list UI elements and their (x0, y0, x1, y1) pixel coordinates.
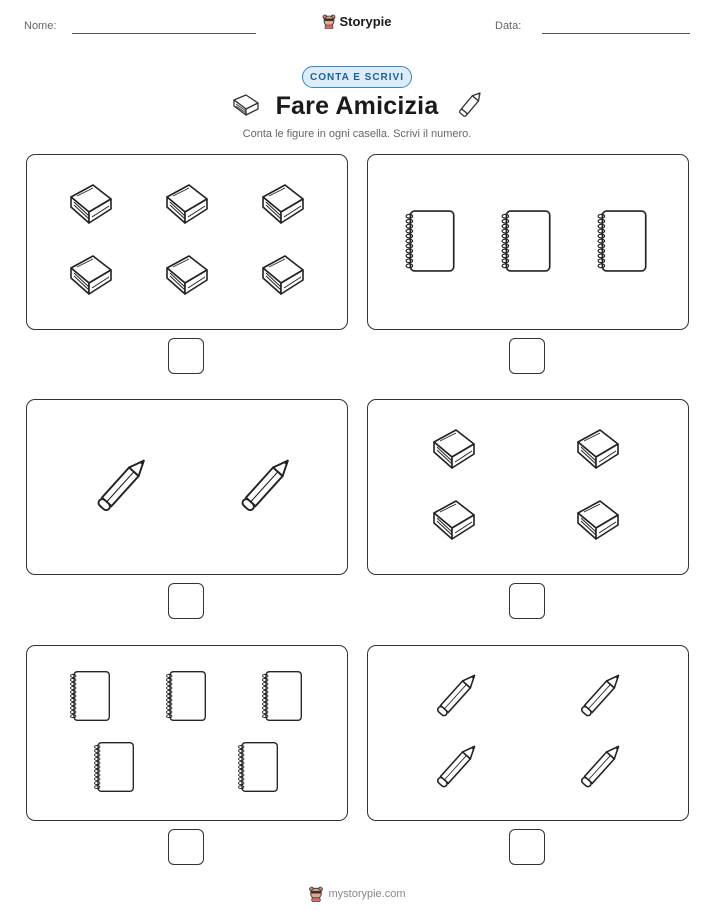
notebook-icon (163, 670, 209, 722)
book-icon (574, 497, 622, 545)
pencil-icon (455, 92, 483, 120)
pencil-icon (89, 454, 153, 518)
book-icon (67, 181, 115, 229)
activity-badge: CONTA E SCRIVI (302, 66, 412, 88)
notebook-icon (402, 209, 458, 273)
date-label: Data: (495, 20, 522, 32)
answer-box[interactable] (168, 338, 204, 374)
book-icon (67, 252, 115, 300)
logo (0, 13, 714, 33)
book-icon (574, 426, 622, 474)
date-line[interactable] (542, 33, 690, 34)
name-label: Nome: (24, 20, 57, 32)
counting-panel-books (367, 399, 689, 575)
answer-box[interactable] (509, 829, 545, 865)
counting-panel-pencils (367, 645, 689, 821)
answer-box[interactable] (168, 583, 204, 619)
counting-panel-books (26, 154, 348, 330)
answer-box[interactable] (509, 338, 545, 374)
counting-panel-notebooks (367, 154, 689, 330)
notebook-icon (594, 209, 650, 273)
book-icon (430, 497, 478, 545)
bear-mascot-icon (308, 885, 324, 902)
pencil-icon (430, 670, 482, 722)
notebook-icon (91, 741, 137, 793)
pencil-icon (574, 670, 626, 722)
notebook-icon (498, 209, 554, 273)
bear-mascot-icon (322, 13, 336, 29)
book-icon (430, 426, 478, 474)
notebook-icon (235, 741, 281, 793)
name-line[interactable] (72, 33, 256, 34)
book-icon (163, 252, 211, 300)
page-title: Fare Amicizia (275, 92, 439, 120)
notebook-icon (67, 670, 113, 722)
counting-panel-pencils (26, 399, 348, 575)
notebook-icon (259, 670, 305, 722)
counting-panel-notebooks (26, 645, 348, 821)
footer-site: mystorypie.com (328, 887, 406, 900)
book-icon (259, 181, 307, 229)
answer-box[interactable] (168, 829, 204, 865)
book-icon (259, 252, 307, 300)
pencil-icon (430, 741, 482, 793)
pencil-icon (574, 741, 626, 793)
footer (0, 885, 714, 905)
pencil-icon (233, 454, 297, 518)
logo-text: Storypie (339, 13, 392, 29)
book-icon (163, 181, 211, 229)
answer-box[interactable] (509, 583, 545, 619)
instructions: Conta le figure in ogni casella. Scrivi il numero. (242, 128, 472, 140)
